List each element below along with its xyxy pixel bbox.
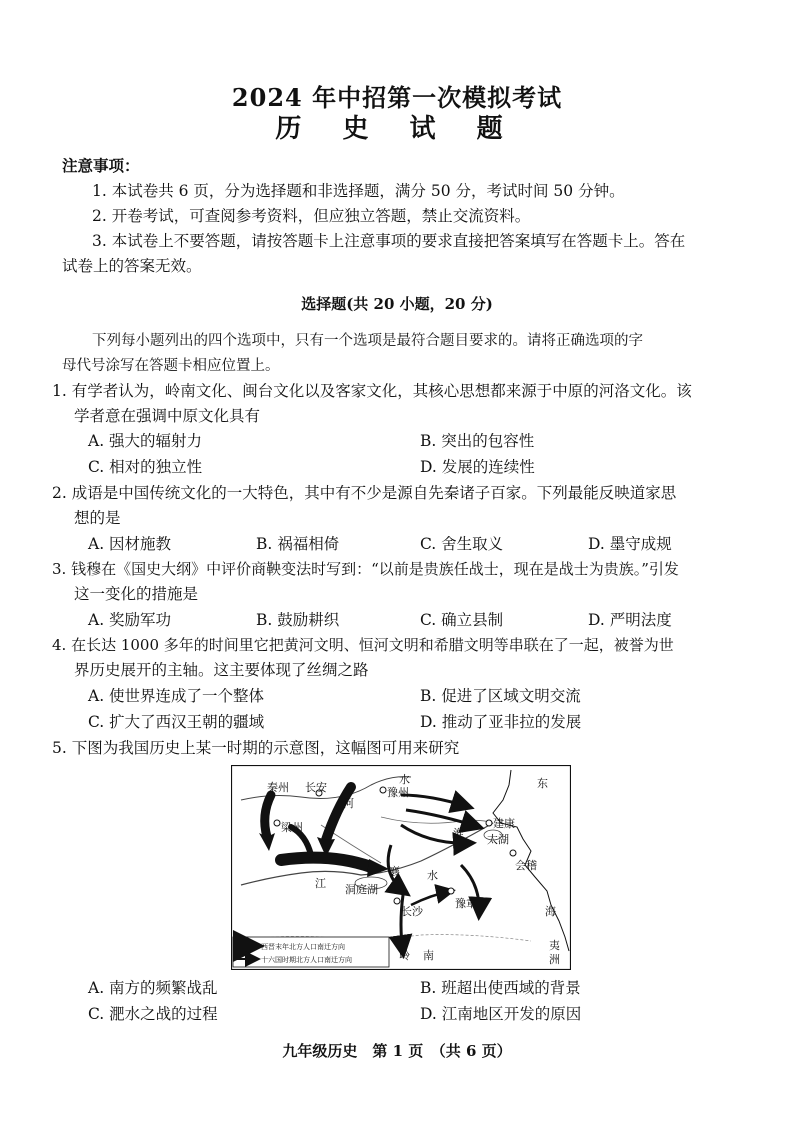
map-label: 江: [315, 877, 326, 890]
map-legend: [233, 937, 389, 967]
map-label: 岭: [399, 949, 410, 962]
map-label: 洞庭湖: [345, 883, 378, 896]
option-c: C. 确立县制: [420, 611, 504, 629]
question-stem: 想的是: [74, 509, 121, 527]
exam-title: 2024 年中招第一次模拟考试: [231, 83, 563, 112]
city-dot: [274, 820, 280, 826]
city-dot: [486, 820, 492, 826]
map-label: 豫州: [387, 786, 409, 799]
option-c: C. 扩大了西汉王朝的疆域: [88, 713, 265, 731]
map-label: 太湖: [487, 833, 509, 846]
question-stem: 4. 在长达 1000 多年的时间里它把黄河文明、恒河文明和希腊文明等串联在了一起，被誉为世: [52, 636, 674, 654]
map-label: 襄: [389, 865, 400, 878]
map-label: 水: [427, 869, 438, 882]
option-c: C. 舍生取义: [420, 535, 504, 553]
question-stem: 5. 下图为我国历史上某一时期的示意图，这幅图可用来研究: [52, 739, 460, 757]
legend-label: 十六国时期北方人口南迁方向: [261, 956, 352, 964]
option-b: B. 鼓励耕织: [256, 611, 340, 629]
question-stem: 3. 钱穆在《国史大纲》中评价商鞅变法时写到：“以前是贵族任战士，现在是战士为贵族。”引发: [52, 560, 679, 578]
map-label: 长安: [305, 781, 327, 794]
legend-label: 西晋末年北方人口南迁方向: [261, 943, 345, 951]
option-a: A. 奖励军功: [88, 611, 172, 629]
question-stem: 学者意在强调中原文化具有: [74, 407, 261, 425]
option-d: D. 推动了亚非拉的发展: [420, 713, 582, 731]
exam-subject: 历 史 试 题: [275, 114, 519, 144]
option-d: D. 严明法度: [588, 611, 672, 629]
city-dot: [510, 850, 516, 856]
option-a: A. 强大的辐射力: [88, 432, 203, 450]
map-label: 建康: [493, 817, 515, 830]
option-b: B. 突出的包容性: [420, 432, 535, 450]
option-d: D. 发展的连续性: [420, 458, 535, 476]
notice-item: 1. 本试卷共 6 页，分为选择题和非选择题，满分 50 分，考试时间 50 分钟。: [92, 182, 625, 200]
section-heading: 选择题(共 20 小题，20 分): [301, 295, 493, 313]
city-dot: [394, 898, 400, 904]
map-label: 洲: [549, 953, 560, 966]
page-footer: 九年级历史 第 1 页 （共 6 页）: [282, 1042, 512, 1060]
map-label: 水: [399, 773, 410, 786]
option-b: B. 祸福相倚: [256, 535, 340, 553]
option-d: D. 江南地区开发的原因: [420, 1005, 582, 1023]
option-b: B. 班超出使西域的背景: [420, 979, 581, 997]
option-a: A. 因材施教: [88, 535, 172, 553]
option-a: A. 南方的频繁战乱: [88, 979, 218, 997]
question-stem: 界历史展开的主轴。这主要体现了丝绸之路: [74, 661, 369, 679]
notice-item: 试卷上的答案无效。: [62, 257, 202, 275]
map-label: 淮: [453, 827, 464, 840]
map-label: 豫章: [455, 897, 477, 910]
option-b: B. 促进了区域文明交流: [420, 687, 581, 705]
section-instruction: 母代号涂写在答题卡相应位置上。: [62, 358, 280, 374]
option-c: C. 相对的独立性: [88, 458, 203, 476]
map-label: 会稽: [515, 859, 537, 872]
question-stem: 2. 成语是中国传统文化的一大特色，其中有不少是源自先秦诸子百家。下列最能反映道家思: [52, 484, 677, 502]
notice-item: 3. 本试卷上不要答题，请按答题卡上注意事项的要求直接把答案填写在答题卡上。答在: [92, 232, 686, 250]
question-stem: 1. 有学者认为，岭南文化、闽台文化以及客家文化，其核心思想都来源于中原的河洛文化。该: [52, 382, 692, 400]
map-label: 南: [423, 949, 434, 962]
map-label: 河: [343, 797, 354, 810]
notice-item: 2. 开卷考试，可查阅参考资料，但应独立答题，禁止交流资料。: [92, 207, 531, 225]
city-dot: [448, 888, 454, 894]
option-a: A. 使世界连成了一个整体: [88, 687, 265, 705]
section-instruction: 下列每小题列出的四个选项中，只有一个选项是最符合题目要求的。请将正确选项的字: [92, 333, 643, 349]
map-label: 海: [545, 905, 556, 918]
map-label: 长沙: [401, 905, 423, 918]
map-label: 东: [537, 777, 548, 790]
notice-heading: 注意事项：: [62, 156, 140, 175]
migration-map: [231, 765, 571, 970]
map-label: 梁州: [281, 821, 303, 834]
option-c: C. 淝水之战的过程: [88, 1005, 218, 1023]
option-d: D. 墨守成规: [588, 535, 672, 553]
map-label: 秦州: [267, 781, 289, 794]
city-dot: [380, 787, 386, 793]
map-label: 夷: [549, 939, 560, 952]
question-stem: 这一变化的措施是: [74, 585, 199, 603]
